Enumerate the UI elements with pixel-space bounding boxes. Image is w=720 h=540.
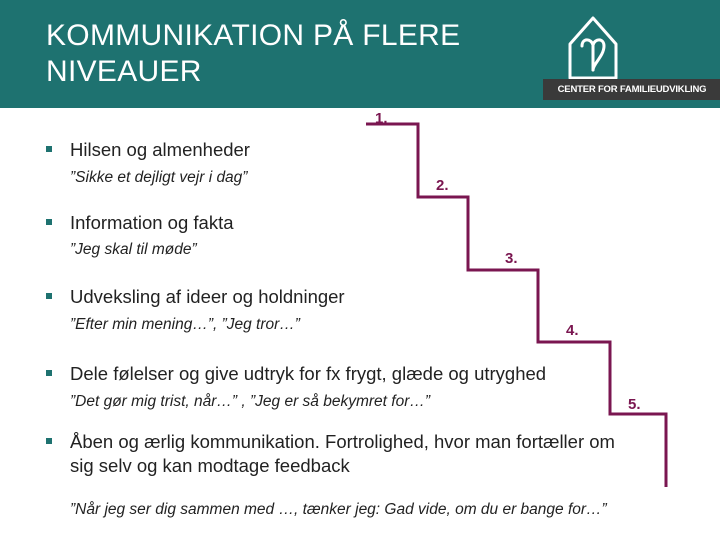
footer-text: TEMA 4: KOMMUNIKATION OG TALE-LYTTETEKNIKKEN bbox=[378, 514, 692, 528]
step-label-1: 1. bbox=[375, 110, 388, 127]
item-quote: ”Efter min mening…”, ”Jeg tror…” bbox=[70, 316, 300, 333]
bullet-icon bbox=[46, 438, 52, 444]
step-label-5: 5. bbox=[628, 396, 641, 413]
bullet-icon bbox=[46, 219, 52, 225]
title-line-1: KOMMUNIKATION PÅ FLERE bbox=[46, 19, 461, 52]
item-quote: ”Jeg skal til møde” bbox=[70, 241, 197, 258]
item-heading: Åben og ærlig kommunikation. Fortrolighed, hvor man fortæller om sig selv og kan modtage feedback bbox=[70, 431, 615, 476]
title-line-2: NIVEAUER bbox=[46, 55, 202, 88]
item-quote: ”Når jeg ser dig sammen med …, tænker jeg: Gad vide, om du er bange for…” bbox=[70, 501, 607, 518]
item-heading: Information og fakta bbox=[70, 212, 234, 233]
item-heading: Hilsen og almenheder bbox=[70, 139, 250, 160]
logo-banner-text: CENTER FOR FAMILIEUDVIKLING bbox=[543, 79, 720, 100]
item-quote: ”Det gør mig trist, når…” , ”Jeg er så bekymret for…” bbox=[70, 393, 431, 410]
bullet-icon bbox=[46, 293, 52, 299]
step-label-3: 3. bbox=[505, 250, 518, 267]
item-heading: Udveksling af ideer og holdninger bbox=[70, 286, 345, 307]
bullet-icon bbox=[46, 370, 52, 376]
item-heading: Dele følelser og give udtryk for fx frygt, glæde og utryghed bbox=[70, 363, 547, 384]
step-label-2: 2. bbox=[436, 177, 449, 194]
item-quote: ”Sikke et dejligt vejr i dag” bbox=[70, 169, 248, 186]
bullet-icon bbox=[46, 146, 52, 152]
step-label-4: 4. bbox=[566, 322, 579, 339]
